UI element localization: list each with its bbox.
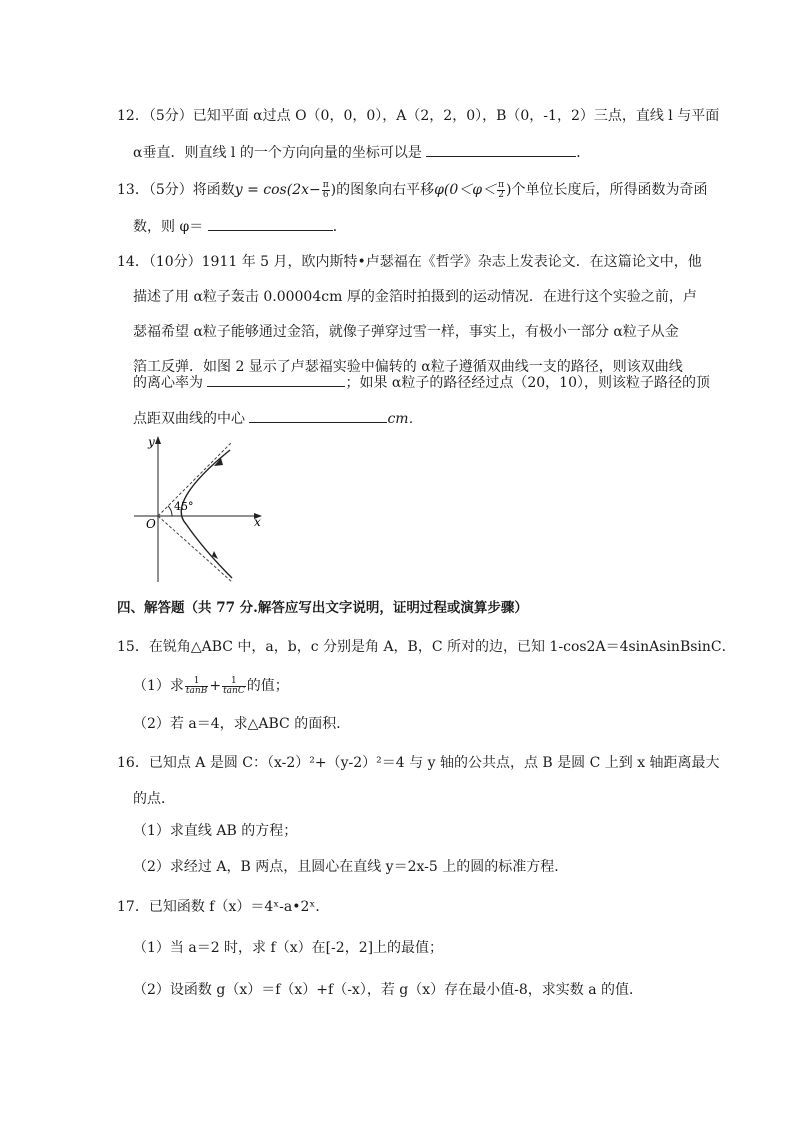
q15-frac-c-num: 1	[222, 677, 246, 687]
q13-frac2-num: π	[498, 179, 505, 190]
q17-line1: 17．已知函数 f（x）＝4ˣ-a•2ˣ．	[117, 899, 330, 915]
q16-sub1: （1）求直线 AB 的方程；	[133, 823, 298, 839]
origin-label: O	[146, 517, 156, 531]
q15-plus: +	[209, 678, 222, 694]
q13-line2-end: ．	[332, 219, 347, 235]
q12-answer-blank[interactable]	[426, 142, 576, 157]
q13-expr2: )的图象向右平移	[330, 182, 435, 198]
q13-answer-blank[interactable]	[208, 216, 333, 231]
hyperbola-figure	[128, 432, 268, 587]
q14-line6	[133, 408, 423, 429]
q12-line1: 12．（5分）已知平面 α过点 O（0，0，0），A（2，2，0），B（0，-1，2）三点，直线 l 与平面	[117, 108, 720, 124]
q12-line2	[133, 142, 590, 163]
q14-line5-rest: ；如果 α粒子的路径经过点（20，10），则该粒子路径的顶	[345, 375, 710, 391]
q17-sub2: （2）设函数 g（x）＝f（x）+f（-x），若 g（x）存在最小值-8，求实数 a 的值．	[133, 982, 644, 998]
q14-eccentricity-blank[interactable]	[207, 372, 345, 387]
q13-line1	[117, 180, 708, 200]
q14-line4: 箔工反弹．如图 2 显示了卢瑟福实验中偏转的 α粒子遵循双曲线一支的路径，则该双曲线	[133, 359, 683, 375]
q14-line2: 描述了用 α粒子轰击 0.00004cm 厚的金箔时拍摄到的运动情况．在进行这个实验之前，卢	[133, 289, 697, 305]
q15-sub2: （2）若 a＝4，求△ABC 的面积．	[133, 716, 351, 732]
y-axis-label: y	[148, 435, 155, 449]
q14-line3: 瑟福希望 α粒子能够通过金箔，就像子弹穿过雪一样，事实上，有极小一部分 α粒子从金	[133, 324, 679, 340]
q13-line2-text: 数，则 φ＝	[133, 219, 204, 235]
q15-sub1-suffix: 的值；	[246, 678, 289, 694]
y-axis-arrow	[155, 436, 161, 444]
q13-frac1-den: 6	[322, 189, 329, 200]
q16-line2: 的点．	[133, 791, 175, 807]
angle-label: 45°	[174, 500, 194, 513]
q13-frac1-num: π	[322, 179, 329, 190]
q13-frac1	[322, 181, 330, 200]
q14-line5	[133, 372, 710, 393]
q12-line2-end: ．	[576, 145, 591, 161]
q13-frac2-den: 2	[498, 189, 504, 200]
q13-prefix: 13．（5分）将函数	[117, 182, 235, 198]
asymptote-upper	[158, 442, 232, 516]
asymptote-lower	[158, 516, 232, 582]
q15-frac-c	[222, 677, 246, 696]
hyperbola-branch	[181, 450, 232, 578]
q15-sub1	[133, 676, 289, 696]
q15-frac-b-den: tanB	[185, 685, 208, 696]
q15-line1: 15．在锐角△ABC 中，a，b，c 分别是角 A，B，C 所对的边，已知 1-cos2A＝4sinAsinBsinC．	[117, 639, 736, 655]
q13-expr1: y = cos(2x−	[234, 182, 321, 198]
q14-distance-blank[interactable]	[249, 408, 387, 423]
section-title: 四、解答题（共 77 分.解答应写出文字说明，证明过程或演算步骤）	[117, 600, 528, 616]
q15-frac-b	[185, 677, 208, 696]
q14-line6-end: cm．	[387, 411, 423, 427]
q15-frac-b-num: 1	[185, 677, 208, 687]
q15-frac-c-den: tanC	[223, 685, 245, 696]
q13-expr4: )个单位长度后，所得函数为奇函	[506, 182, 708, 198]
q14-line6-text: 点距双曲线的中心	[133, 411, 245, 427]
q14-line5-text: 的离心率为	[133, 375, 203, 391]
q16-sub2: （2）求经过 A，B 两点，且圆心在直线 y＝2x-5 上的圆的标准方程．	[133, 859, 569, 875]
x-axis-label: x	[254, 515, 261, 529]
q13-expr3: φ(0＜φ＜	[434, 182, 497, 198]
q14-line1: 14．（10分）1911 年 5 月，欧内斯特•卢瑟福在《哲学》杂志上发表论文．在这篇论文中，他	[117, 254, 702, 270]
q16-line1: 16．已知点 A 是圆 C：（x-2）²+（y-2）²＝4 与 y 轴的公共点，点 B 是圆 C 上到 x 轴距离最大	[117, 755, 720, 771]
q15-sub1-prefix: （1）求	[133, 678, 184, 694]
q13-line2	[133, 216, 347, 237]
q17-sub1: （1）当 a＝2 时，求 f（x）在[-2，2]上的最值；	[133, 940, 444, 956]
q12-line2-text: α垂直．则直线 l 的一个方向向量的坐标可以是	[133, 145, 422, 161]
angle-arc	[168, 506, 172, 516]
q13-frac2	[497, 181, 505, 200]
